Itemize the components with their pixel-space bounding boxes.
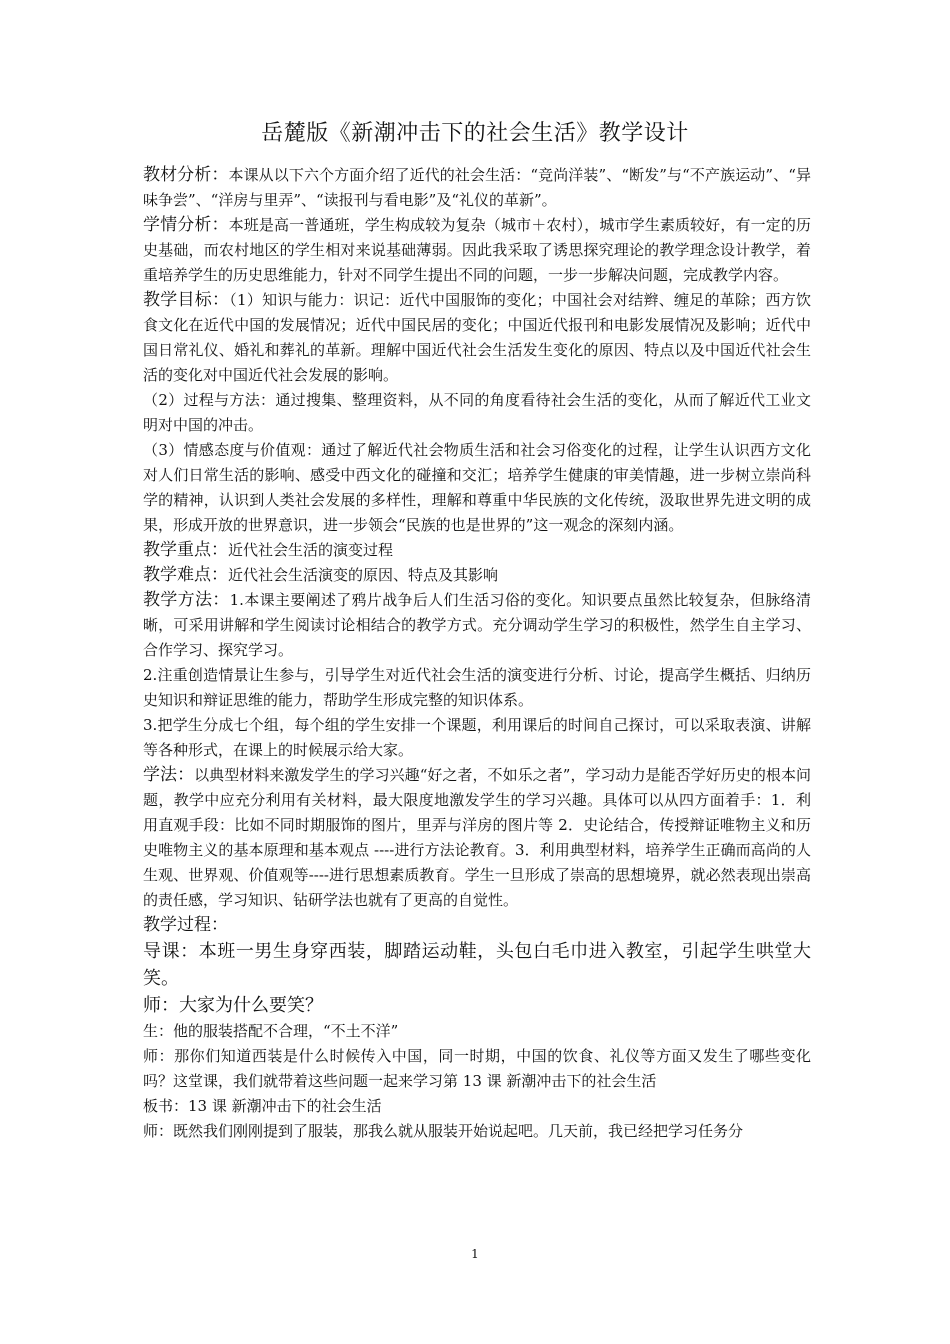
intro-paragraph: 导课：本班一男生身穿西装，脚踏运动鞋，头包白毛巾进入教室，引起学生哄堂大笑。 [143, 941, 811, 989]
board-writing: 板书：13 课 新潮冲击下的社会生活 [143, 1097, 382, 1115]
key-point-text: 近代社会生活的演变过程 [228, 541, 394, 559]
study-method-text: 以典型材料来激发学生的学习兴趣“好之者，不如乐之者”，学习动力是能否学好历史的根本问题，教学中应充分利用有关材料，最大限度地激发学生的学习兴趣。具体可以从四方面着手：1．利用直观手段：比如不同时期服饰的图片，里弄与洋房的图片等 2．史论结合，传授辩证唯物主义和历史唯物主义的基本原理和基本观点 ----进行方法论教育。3．利用典型材料，培养学生正确而高尚的人生观、世界观、价值观等----进行思想素质教育。学生一旦形成了崇高的思想境界，就必然表现出崇高的责任感，学习知识、钻研学法也就有了更高的自觉性。 [143, 766, 812, 909]
textbook-analysis-paragraph [143, 163, 811, 213]
textbook-analysis-text: 本课从以下六个方面介绍了近代的社会生活：“竞尚洋装”、“断发”与“不产族运动”、“异味争尝”、“洋房与里弄”、“读报刊与看电影”及“礼仪的革新”。 [143, 166, 811, 209]
method-paragraph-2: 2.注重创造情景让生参与，引导学生对近代社会生活的演变进行分析、讨论，提高学生概括、归纳历史知识和辩证思维的能力，帮助学生形成完整的知识体系。 [143, 666, 811, 709]
difficulty-text: 近代社会生活演变的原因、特点及其影响 [228, 566, 499, 584]
student-analysis-paragraph [143, 213, 811, 288]
key-point-label: 教学重点： [143, 540, 228, 560]
study-method-label: 学法： [143, 765, 195, 785]
method-text-1: 1.本课主要阐述了鸦片战争后人们生活习俗的变化。知识要点虽然比较复杂，但脉络清晰，可采用讲解和学生阅读讨论相结合的教学方式。充分调动学生学习的积极性，然学生自主学习、合作学习、探究学习。 [143, 591, 812, 659]
textbook-analysis-label: 教材分析： [143, 165, 229, 185]
difficulty-label: 教学难点： [143, 565, 228, 585]
teaching-goal-paragraph-1 [143, 288, 811, 388]
document-title: 岳麓版《新潮冲击下的社会生活》教学设计 [261, 121, 689, 146]
student-analysis-label: 学情分析： [143, 215, 229, 235]
teaching-goal-label: 教学目标： [143, 290, 230, 310]
key-point-paragraph [143, 538, 811, 563]
teaching-goal-paragraph-3: （3）情感态度与价值观：通过了解近代社会物质生活和社会习俗变化的过程，让学生认识西方文化对人们日常生活的影响、感受中西文化的碰撞和交汇；培养学生健康的审美情趣，进一步树立崇尚科学的精神，认识到人类社会发展的多样性，理解和尊重中华民族的文化传统，汲取世界先进文明的成果，形成开放的世界意识，进一步领会“民族的也是世界的”这一观念的深刻内涵。 [143, 441, 811, 534]
study-method-paragraph [143, 763, 811, 913]
document-body [143, 163, 811, 1144]
page-number: 1 [471, 1247, 479, 1261]
student-answer: 生：他的服装搭配不合理，“不土不洋” [143, 1022, 399, 1040]
teacher-question: 师：大家为什么要笑？ [143, 995, 323, 1016]
method-paragraph-1 [143, 588, 811, 663]
difficulty-paragraph [143, 563, 811, 588]
teaching-process-label: 教学过程： [143, 915, 228, 935]
teacher-paragraph-1: 师：那你们知道西装是什么时候传入中国，同一时期，中国的饮食、礼仪等方面又发生了哪些变化吗？这堂课，我们就带着这些问题一起来学习第 13 课 新潮冲击下的社会生活 [143, 1047, 811, 1090]
student-analysis-text: 本班是高一普通班，学生构成较为复杂（城市＋农村），城市学生素质较好，有一定的历史基础，而农村地区的学生相对来说基础薄弱。因此我采取了诱思探究理论的教学理念设计教学，着重培养学生的历史思维能力，针对不同学生提出不同的问题，一步一步解决问题，完成教学内容。 [143, 216, 811, 284]
teaching-goal-text-1: （1）知识与能力：识记：近代中国服饰的变化；中国社会对结辫、缠足的革除；西方饮食文化在近代中国的发展情况；近代中国民居的变化；中国近代报刊和电影发展情况及影响；近代中国日常礼仪、婚礼和葬礼的革新。理解中国近代社会生活发生变化的原因、特点以及中国近代社会生活的变化对中国近代社会发展的影响。 [143, 291, 811, 384]
teacher-paragraph-2: 师：既然我们刚刚提到了服装，那我么就从服装开始说起吧。几天前，我已经把学习任务分 [143, 1122, 744, 1140]
method-label: 教学方法： [143, 590, 230, 610]
method-paragraph-3: 3.把学生分成七个组，每个组的学生安排一个课题，利用课后的时间自己探讨，可以采取表演、讲解等各种形式，在课上的时候展示给大家。 [143, 716, 811, 759]
teaching-goal-paragraph-2: （2）过程与方法：通过搜集、整理资料，从不同的角度看待社会生活的变化，从而了解近代工业文明对中国的冲击。 [143, 391, 811, 434]
